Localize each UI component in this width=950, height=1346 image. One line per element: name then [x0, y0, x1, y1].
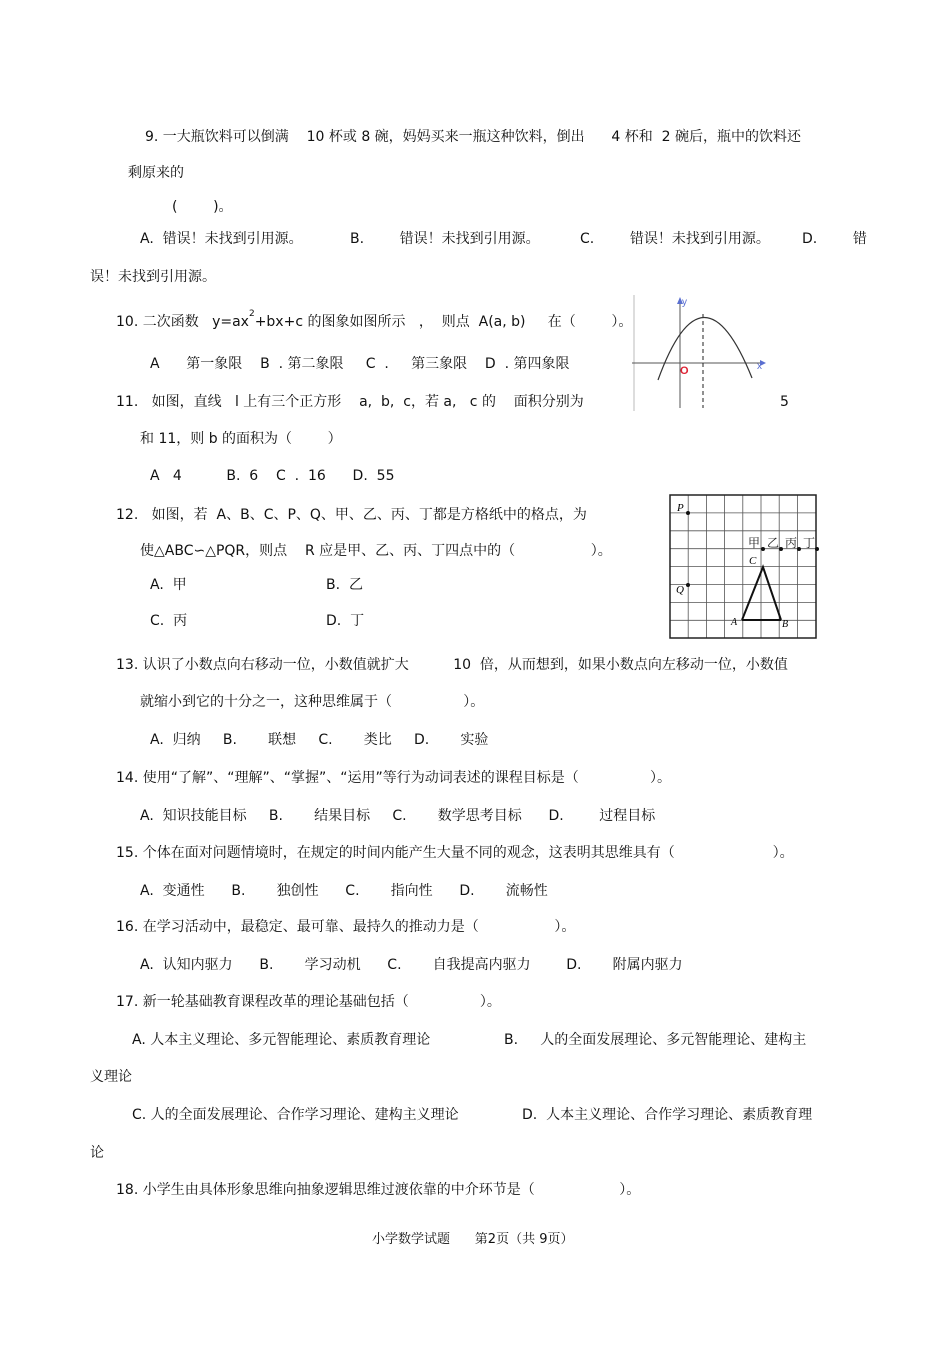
q9-option-d: D. 错 — [802, 231, 867, 247]
q16-stem: 16. 在学习活动中，最稳定、最可靠、最持久的推动力是（ ）。 — [116, 919, 576, 935]
q14-stem: 14. 使用“了解”、“理解”、“掌握”、“运用”等行为动词表述的课程目标是（ ）。 — [116, 770, 671, 786]
q13-options: A. 归纳 B. 联想 C. 类比 D. 实验 — [150, 732, 489, 748]
q15-stem: 15. 个体在面对问题情境时，在规定的时间内能产生大量不同的观念，这表明其思维具有（ ）。 — [116, 845, 794, 861]
q17-option-b: B. 人的全面发展理论、多元智能理论、建构主 — [504, 1032, 807, 1048]
q17-stem: 17. 新一轮基础教育课程改革的理论基础包括（ ）。 — [116, 994, 501, 1010]
q11-stem: 11. 如图，直线 l 上有三个正方形 a, b, c，若 a, c 的 面积分别为 — [116, 394, 584, 410]
label-c: C — [749, 555, 757, 567]
page-footer: 小学数学试题 第2页（共 9页） — [372, 1232, 574, 1247]
q12-option-a: A. 甲 — [150, 577, 187, 593]
label-p: P — [677, 502, 684, 514]
origin-label: O — [680, 365, 689, 377]
q10-parabola-graph — [632, 294, 767, 412]
q14-options: A. 知识技能目标 B. 结果目标 C. 数学思考目标 D. 过程目标 — [140, 808, 656, 824]
q9-option-d-wrap: 误！未找到引用源。 — [90, 269, 216, 285]
q11-stem-trail: 5 — [780, 394, 789, 410]
q13-stem: 13. 认识了小数点向右移动一位，小数值就扩大 10 倍，从而想到，如果小数点向左移动一位，小数值 — [116, 657, 788, 673]
label-ding: 丁 — [803, 536, 816, 550]
q10-options: A 第一象限 B . 第二象限 C . 第三象限 D . 第四象限 — [150, 356, 570, 372]
q17-option-b-wrap: 义理论 — [90, 1069, 132, 1085]
x-axis-label: x — [757, 361, 762, 372]
label-q: Q — [676, 584, 684, 596]
q9-stem-line1: 9. 一大瓶饮料可以倒满 10 杯或 8 碗，妈妈买来一瓶这种饮料，倒出 4 杯和 2 碗后，瓶中的饮料还 — [145, 129, 801, 145]
y-axis-label: y — [682, 297, 687, 308]
label-yi: 乙 — [767, 536, 780, 550]
triangle-abc — [742, 567, 781, 620]
q12-grid-figure — [669, 494, 819, 640]
parabola-curve — [658, 317, 752, 380]
q9-option-a: A. 错误！未找到引用源。 — [140, 231, 303, 247]
q17-option-c: C. 人的全面发展理论、合作学习理论、建构主义理论 — [132, 1107, 459, 1123]
label-b: B — [782, 619, 789, 630]
label-a: A — [731, 617, 738, 628]
q11-stem-line2: 和 11，则 b 的面积为（ ） — [140, 431, 342, 447]
label-bing: 丙 — [785, 536, 798, 550]
q13-stem-line2: 就缩小到它的十分之一，这种思维属于（ ）。 — [140, 694, 485, 710]
q16-options: A. 认知内驱力 B. 学习动机 C. 自我提高内驱力 D. 附属内驱力 — [140, 957, 683, 973]
q17-option-a: A. 人本主义理论、多元智能理论、素质教育理论 — [132, 1032, 431, 1048]
q17-option-d: D. 人本主义理论、合作学习理论、素质教育理 — [522, 1107, 813, 1123]
label-jia: 甲 — [748, 536, 761, 550]
q18-stem: 18. 小学生由具体形象思维向抽象逻辑思维过渡依靠的中介环节是（ ）。 — [116, 1182, 641, 1198]
q15-options: A. 变通性 B. 独创性 C. 指向性 D. 流畅性 — [140, 883, 548, 899]
q10-stem: 10. 二次函数 $y=ax^2+bx+c$ 的图象如图所示 ， 则点 A(a, b) 在（ ）。 — [116, 309, 633, 330]
q12-option-c: C. 丙 — [150, 613, 188, 629]
q9-option-c: C. 错误！未找到引用源。 — [580, 231, 770, 247]
q12-option-b: B. 乙 — [326, 577, 363, 593]
q12-stem-line2: 使△ABC∽△PQR，则点 R 应是甲、乙、丙、丁四点中的（ ）。 — [140, 543, 612, 559]
q9-option-b: B. 错误！未找到引用源。 — [350, 231, 540, 247]
q9-answer-paren: ( )。 — [172, 199, 233, 215]
q11-options: A 4 B. 6 C . 16 D. 55 — [150, 468, 395, 484]
q17-option-d-wrap: 论 — [90, 1145, 104, 1161]
q9-stem-line2: 剩原来的 — [128, 165, 184, 181]
q12-option-d: D. 丁 — [326, 613, 365, 629]
q12-stem: 12. 如图，若 A、B、C、P、Q、甲、乙、丙、丁都是方格纸中的格点，为 — [116, 507, 587, 523]
